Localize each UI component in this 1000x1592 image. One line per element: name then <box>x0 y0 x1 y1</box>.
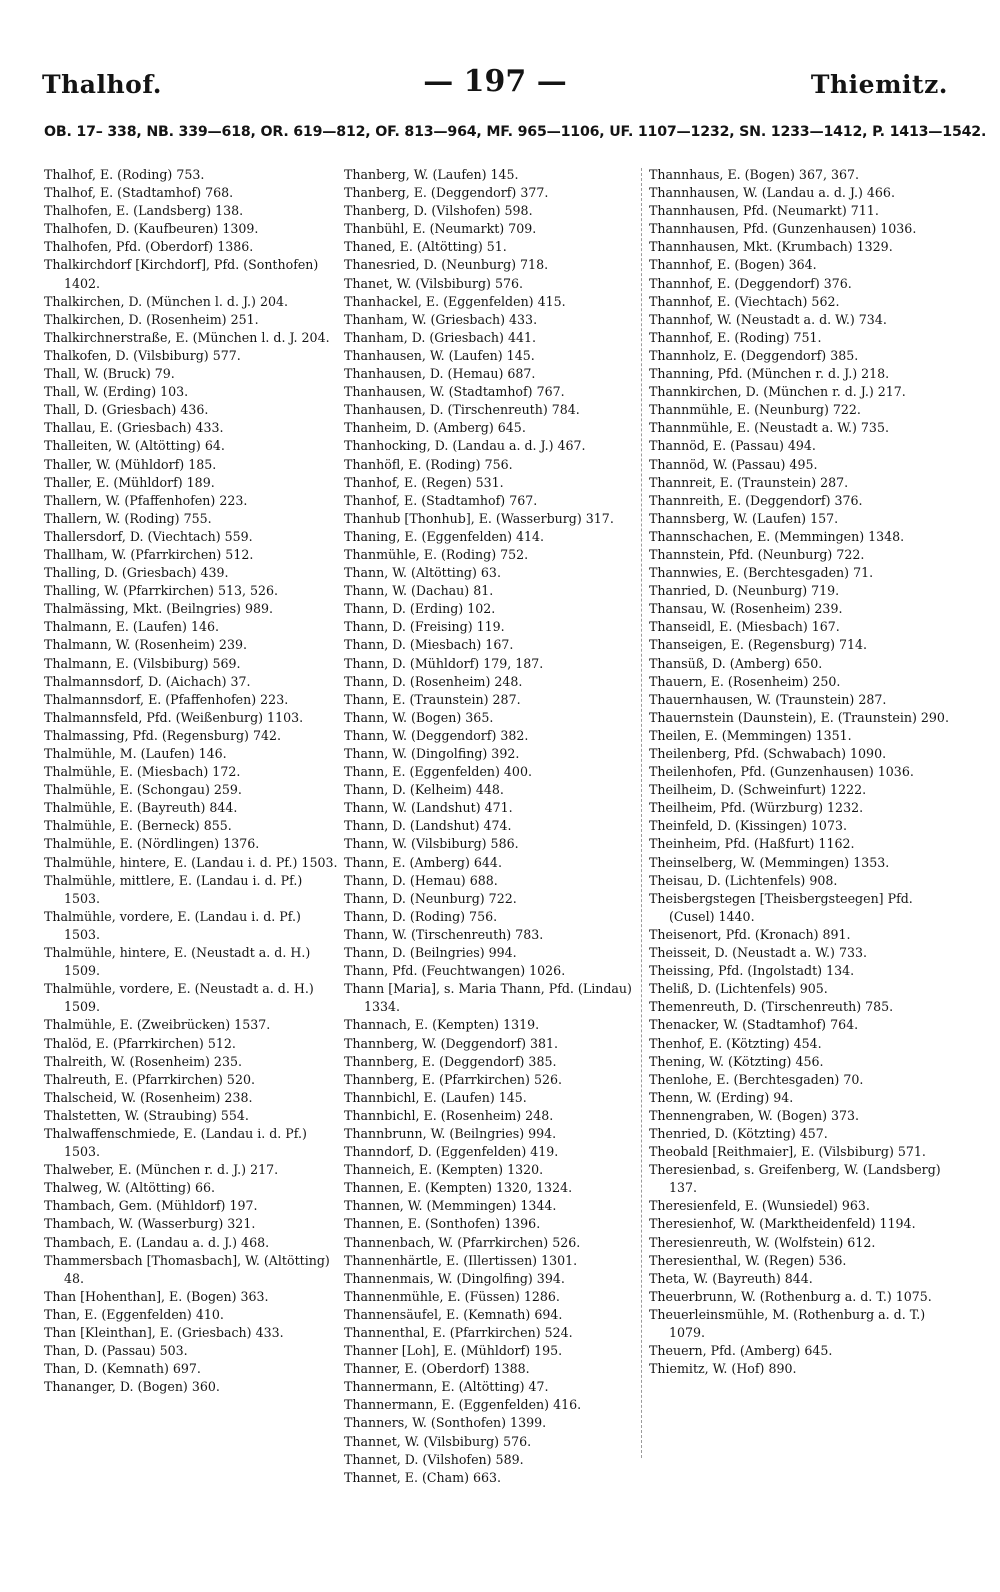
index-entry: Thannet, D. (Vilshofen) 589. <box>344 1451 524 1467</box>
index-entry: Thalhofen, D. (Kaufbeuren) 1309. <box>44 221 259 237</box>
index-entry: Thannbichl, E. (Rosenheim) 248. <box>344 1107 554 1123</box>
index-entry: Thaller, W. (Mühldorf) 185. <box>44 456 217 472</box>
index-entry: Thaller, E. (Mühldorf) 189. <box>44 474 215 490</box>
index-entry: Theuerleinsmühle, M. (Rothenburg a. d. T.) 1079. <box>649 1306 926 1340</box>
index-entry: Thalreuth, E. (Pfarrkirchen) 520. <box>44 1071 255 1087</box>
index-entry: Theuern, Pfd. (Amberg) 645. <box>649 1343 833 1359</box>
index-entry: Than, E. (Eggenfelden) 410. <box>44 1306 224 1322</box>
index-entry: Thalscheid, W. (Rosenheim) 238. <box>44 1089 253 1105</box>
index-entry: Thanhub [Thonhub], E. (Wasserburg) 317. <box>344 510 614 526</box>
index-entry: Thalmann, E. (Laufen) 146. <box>44 619 220 635</box>
index-entry: Thambach, Gem. (Mühldorf) 197. <box>44 1198 258 1214</box>
index-entry: Thening, W. (Kötzting) 456. <box>649 1053 824 1069</box>
index-entry: Theresienfeld, E. (Wunsiedel) 963. <box>649 1198 870 1214</box>
index-entry: Thanbühl, E. (Neumarkt) 709. <box>344 221 537 237</box>
index-entry: Thannkirchen, D. (München r. d. J.) 217. <box>649 384 906 400</box>
index-entry: Thann, W. (Vilsbiburg) 586. <box>344 836 519 852</box>
index-entry: Thannet, W. (Vilsbiburg) 576. <box>344 1433 532 1449</box>
index-entry: Thanberg, E. (Deggendorf) 377. <box>344 185 549 201</box>
index-entry: Thannreit, E. (Traunstein) 287. <box>649 474 849 490</box>
index-entry: Thalmassing, Pfd. (Regensburg) 742. <box>44 727 281 743</box>
index-entry: Thenn, W. (Erding) 94. <box>649 1089 794 1105</box>
index-entry: Thannsberg, W. (Laufen) 157. <box>649 510 839 526</box>
index-entry: Thannenhärtle, E. (Illertissen) 1301. <box>344 1252 578 1268</box>
index-entry: Theobald [Reithmaier], E. (Vilsbiburg) 571. <box>649 1144 926 1160</box>
index-entry: Theinheim, Pfd. (Haßfurt) 1162. <box>649 836 855 852</box>
index-entry: Thannhausen, Mkt. (Krumbach) 1329. <box>649 239 893 255</box>
index-entry: Thann, E. (Amberg) 644. <box>344 854 502 870</box>
column-3 <box>649 166 952 1378</box>
index-entry: Theisenort, Pfd. (Kronach) 891. <box>649 926 851 942</box>
index-entry: Thannhausen, Pfd. (Neumarkt) 711. <box>649 203 879 219</box>
index-entry: Thalling, D. (Griesbach) 439. <box>44 565 229 581</box>
header-last-entry: Thiemitz. <box>810 70 948 99</box>
index-entry: Thannöd, W. (Passau) 495. <box>649 456 818 472</box>
index-entry: Thann, W. (Tirschenreuth) 783. <box>344 926 544 942</box>
index-entry: Thann, Pfd. (Feuchtwangen) 1026. <box>344 963 566 979</box>
index-entry: Thammersbach [Thomasbach], W. (Altötting) 48. <box>44 1252 330 1286</box>
index-entry: Thanhausen, D. (Tirschenreuth) 784. <box>344 402 580 418</box>
index-entry: Thanmühle, E. (Roding) 752. <box>344 546 529 562</box>
index-entry: Thaning, E. (Eggenfelden) 414. <box>344 528 545 544</box>
index-entry: Thanhof, E. (Stadtamhof) 767. <box>344 492 538 508</box>
index-entry: Thanner [Loh], E. (Mühldorf) 195. <box>344 1343 563 1359</box>
column-2 <box>344 166 642 1487</box>
index-entry: Thannenthal, E. (Pfarrkirchen) 524. <box>344 1325 573 1340</box>
index-entry: Thannen, W. (Memmingen) 1344. <box>344 1198 557 1214</box>
index-entry: Thalmühle, E. (Miesbach) 172. <box>44 764 241 780</box>
index-entry: Thann, W. (Bogen) 365. <box>344 709 494 725</box>
index-entry: Thannhof, W. (Neustadt a. d. W.) 734. <box>649 311 887 327</box>
index-entry: Thalmannsdorf, E. (Pfaffenhofen) 223. <box>44 691 289 707</box>
index-entry: Theilenberg, Pfd. (Schwabach) 1090. <box>649 746 887 761</box>
index-entry: Than, D. (Kemnath) 697. <box>44 1361 201 1377</box>
index-entry: Theinfeld, D. (Kissingen) 1073. <box>649 818 847 834</box>
index-entry: Thanhof, E. (Regen) 531. <box>344 474 504 490</box>
index-entry: Theilheim, Pfd. (Würzburg) 1232. <box>649 800 864 816</box>
index-entry: Thalstetten, W. (Straubing) 554. <box>44 1107 249 1123</box>
index-entry: Thann, D. (Mühldorf) 179, 187. <box>344 655 544 671</box>
district-code-ranges: OB. 17– 338, NB. 339—618, OR. 619—812, OF. 813—964, MF. 965—1106, UF. 1107—1232, SN. 1233—1412, P. 1413—1542. <box>44 124 987 140</box>
index-entry: Thannhof, E. (Bogen) 364. <box>649 257 817 273</box>
index-entry: Thannwies, E. (Berchtesgaden) 71. <box>649 565 874 581</box>
index-entry: Thannhof, E. (Deggendorf) 376. <box>649 275 852 291</box>
index-entry: Thannberg, W. (Deggendorf) 381. <box>344 1035 559 1051</box>
index-entry: Thann, D. (Erding) 102. <box>344 601 496 617</box>
index-entry: Thalmühle, mittlere, E. (Landau i. d. Pf.) 1503. <box>44 872 303 906</box>
index-entry: Thalleiten, W. (Altötting) 64. <box>44 438 225 454</box>
index-entry: Thaned, E. (Altötting) 51. <box>344 239 507 255</box>
index-entry: Theissing, Pfd. (Ingolstadt) 134. <box>649 963 855 979</box>
index-entry: Thannet, E. (Cham) 663. <box>344 1469 502 1485</box>
index-entry: Thalmann, W. (Rosenheim) 239. <box>44 637 247 653</box>
index-entry: Theliß, D. (Lichtenfels) 905. <box>649 981 828 997</box>
index-entry: Thann, D. (Beilngries) 994. <box>344 945 517 961</box>
index-entry: Thannen, E. (Sonthofen) 1396. <box>344 1216 541 1232</box>
index-entry: Thannöd, E. (Passau) 494. <box>649 438 816 454</box>
column-divider <box>641 168 642 1458</box>
index-entry: Thannholz, E. (Deggendorf) 385. <box>649 347 859 363</box>
index-entry: Thauern, E. (Rosenheim) 250. <box>649 673 841 689</box>
index-entry: Thallern, W. (Roding) 755. <box>44 510 212 526</box>
index-entry: Thann, W. (Altötting) 63. <box>344 565 501 581</box>
index-entry: Thanhausen, W. (Stadtamhof) 767. <box>344 384 565 400</box>
index-entry: Thalweg, W. (Altötting) 66. <box>44 1180 216 1196</box>
index-entry: Thann, E. (Traunstein) 287. <box>344 691 521 707</box>
column-1 <box>44 166 340 1396</box>
index-entry: Thalmühle, hintere, E. (Landau i. d. Pf.) 1503. <box>44 854 338 870</box>
index-entry: Theisbergstegen [Theisbergsteegen] Pfd. (Cusel) 1440. <box>649 890 913 924</box>
index-entry: Thannenmühle, E. (Füssen) 1286. <box>344 1288 560 1304</box>
index-entry: Thannschachen, E. (Memmingen) 1348. <box>649 528 905 544</box>
index-entry: Thanham, D. (Griesbach) 441. <box>344 329 536 345</box>
index-entry: Thalmässing, Mkt. (Beilngries) 989. <box>44 601 273 617</box>
index-entry: Thalmannsdorf, D. (Aichach) 37. <box>44 673 251 689</box>
index-entry: Thannhof, E. (Viechtach) 562. <box>649 293 840 309</box>
header-first-entry: Thalhof. <box>42 70 162 99</box>
index-entry: Thalhof, E. (Roding) 753. <box>44 167 205 182</box>
index-entry: Thann, W. (Dachau) 81. <box>344 583 494 599</box>
index-entry: Theilheim, D. (Schweinfurt) 1222. <box>649 782 867 798</box>
index-entry: Than [Kleinthan], E. (Griesbach) 433. <box>44 1325 284 1340</box>
index-entry: Thannhof, E. (Roding) 751. <box>649 329 822 345</box>
index-entry: Thanhöfl, E. (Roding) 756. <box>344 456 513 472</box>
index-entry: Thanner, E. (Oberdorf) 1388. <box>344 1361 530 1377</box>
index-entry: Thalkirchen, D. (München l. d. J.) 204. <box>44 293 289 309</box>
index-entry: Thenhof, E. (Kötzting) 454. <box>649 1035 822 1051</box>
index-entry: Thanhausen, D. (Hemau) 687. <box>344 366 536 382</box>
index-entry: Thannenmais, W. (Dingolfing) 394. <box>344 1270 565 1286</box>
index-entry: Thannermann, E. (Altötting) 47. <box>344 1379 549 1395</box>
index-entry: Thallern, W. (Pfaffenhofen) 223. <box>44 492 248 508</box>
index-entry: Theresienbad, s. Greifenberg, W. (Landsberg) 137. <box>649 1162 941 1196</box>
index-entry: Thambach, W. (Wasserburg) 321. <box>44 1216 256 1232</box>
index-entry: Thalweber, E. (München r. d. J.) 217. <box>44 1162 279 1178</box>
index-entry: Thalmannsfeld, Pfd. (Weißenburg) 1103. <box>44 709 304 725</box>
index-entry: Theuerbrunn, W. (Rothenburg a. d. T.) 1075. <box>649 1288 932 1304</box>
index-entry: Thannach, E. (Kempten) 1319. <box>344 1017 540 1033</box>
index-entry: Thannen, E. (Kempten) 1320, 1324. <box>344 1180 573 1196</box>
page-header <box>42 64 948 112</box>
index-entry: Thann, D. (Freising) 119. <box>344 619 505 635</box>
index-entry: Thalmühle, vordere, E. (Landau i. d. Pf.) 1503. <box>44 908 301 942</box>
index-entry: Theresienhof, W. (Marktheidenfeld) 1194. <box>649 1216 916 1232</box>
index-entry: Themenreuth, D. (Tirschenreuth) 785. <box>649 999 894 1015</box>
index-entry: Thalmann, E. (Vilsbiburg) 569. <box>44 655 241 671</box>
index-entry: Thall, W. (Bruck) 79. <box>44 366 175 382</box>
index-entry: Thanried, D. (Neunburg) 719. <box>649 583 840 599</box>
index-entry: Thann, D. (Roding) 756. <box>344 908 498 924</box>
index-entry: Thenacker, W. (Stadtamhof) 764. <box>649 1017 859 1033</box>
index-entry: Thannensäufel, E. (Kemnath) 694. <box>344 1306 563 1322</box>
index-entry: Thann, W. (Deggendorf) 382. <box>344 727 529 743</box>
index-entry: Thann [Maria], s. Maria Thann, Pfd. (Lindau) 1334. <box>344 981 632 1015</box>
index-entry: Thauernhausen, W. (Traunstein) 287. <box>649 691 887 707</box>
index-entry: Thannenbach, W. (Pfarrkirchen) 526. <box>344 1234 581 1250</box>
index-entry: Than, D. (Passau) 503. <box>44 1343 188 1359</box>
index-entry: Thalmühle, vordere, E. (Neustadt a. d. H.) 1509. <box>44 981 314 1015</box>
index-entry: Thenlohe, E. (Berchtesgaden) 70. <box>649 1071 864 1087</box>
index-entry: Thanning, Pfd. (München r. d. J.) 218. <box>649 366 890 382</box>
index-entry: Thalreith, W. (Rosenheim) 235. <box>44 1053 242 1069</box>
index-entry: Thall, W. (Erding) 103. <box>44 384 189 400</box>
index-entry: Thalling, W. (Pfarrkirchen) 513, 526. <box>44 583 279 599</box>
index-entry: Thanhackel, E. (Eggenfelden) 415. <box>344 293 566 309</box>
index-entry: Thann, D. (Landshut) 474. <box>344 818 512 834</box>
index-entry: Thanhausen, W. (Laufen) 145. <box>344 347 535 363</box>
index-entry: Thalhofen, E. (Landsberg) 138. <box>44 203 244 219</box>
page-number: — 197 — <box>423 64 567 99</box>
index-entry: Theresienthal, W. (Regen) 536. <box>649 1252 847 1268</box>
index-entry: Thannermann, E. (Eggenfelden) 416. <box>344 1397 582 1413</box>
index-entry: Thiemitz, W. (Hof) 890. <box>649 1361 797 1377</box>
index-entry: Thansüß, D. (Amberg) 650. <box>649 655 823 671</box>
index-entry: Thann, D. (Hemau) 688. <box>344 872 498 888</box>
index-entry: Thannberg, E. (Deggendorf) 385. <box>344 1053 557 1069</box>
index-entry: Thauernstein (Daunstein), E. (Traunstein) 290. <box>649 709 949 725</box>
index-entry: Thanners, W. (Sonthofen) 1399. <box>344 1415 547 1431</box>
index-entry: Thalmühle, M. (Laufen) 146. <box>44 746 227 761</box>
index-entry: Thanberg, D. (Vilshofen) 598. <box>344 203 533 219</box>
index-entry: Thalmühle, E. (Berneck) 855. <box>44 818 232 834</box>
index-entry: Thannstein, Pfd. (Neunburg) 722. <box>649 546 865 562</box>
index-entry: Thann, W. (Landshut) 471. <box>344 800 513 816</box>
index-entry: Than [Hohenthan], E. (Bogen) 363. <box>44 1288 269 1304</box>
index-entry: Thanseidl, E. (Miesbach) 167. <box>649 619 840 635</box>
index-entry: Thannmühle, E. (Neunburg) 722. <box>649 402 861 418</box>
index-entry: Thall, D. (Griesbach) 436. <box>44 402 209 418</box>
index-entry: Thanhocking, D. (Landau a. d. J.) 467. <box>344 438 586 454</box>
index-entry: Thennengraben, W. (Bogen) 373. <box>649 1107 860 1123</box>
index-entry: Thallham, W. (Pfarrkirchen) 512. <box>44 546 254 562</box>
index-entry: Thalhof, E. (Stadtamhof) 768. <box>44 185 234 201</box>
index-entry: Thalhofen, Pfd. (Oberdorf) 1386. <box>44 239 254 255</box>
index-entry: Thannreith, E. (Deggendorf) 376. <box>649 492 863 508</box>
index-entry: Thann, W. (Dingolfing) 392. <box>344 746 520 761</box>
index-entry: Thanham, W. (Griesbach) 433. <box>344 311 538 327</box>
index-entry: Thannberg, E. (Pfarrkirchen) 526. <box>344 1071 563 1087</box>
index-entry: Thann, D. (Rosenheim) 248. <box>344 673 523 689</box>
index-entry: Thanheim, D. (Amberg) 645. <box>344 420 526 436</box>
index-entry: Theinselberg, W. (Memmingen) 1353. <box>649 854 890 870</box>
index-entry: Thalmühle, E. (Nördlingen) 1376. <box>44 836 260 852</box>
index-entry: Theilen, E. (Memmingen) 1351. <box>649 727 852 743</box>
index-entry: Thalwaffenschmiede, E. (Landau i. d. Pf.) 1503. <box>44 1125 307 1160</box>
index-entry: Thalmühle, E. (Bayreuth) 844. <box>44 800 238 816</box>
index-entry: Thann, D. (Kelheim) 448. <box>344 782 504 798</box>
index-entry: Thanseigen, E. (Regensburg) 714. <box>649 637 868 653</box>
index-entry: Thanet, W. (Vilsbiburg) 576. <box>344 275 524 291</box>
index-entry: Thanneich, E. (Kempten) 1320. <box>344 1162 544 1178</box>
index-entry: Thann, D. (Neunburg) 722. <box>344 890 517 906</box>
index-entry: Theilenhofen, Pfd. (Gunzenhausen) 1036. <box>649 764 914 780</box>
index-entry: Theta, W. (Bayreuth) 844. <box>649 1270 813 1286</box>
index-entry: Thann, D. (Miesbach) 167. <box>344 637 514 653</box>
index-entry: Thanesried, D. (Neunburg) 718. <box>344 257 549 273</box>
index-entry: Thannmühle, E. (Neustadt a. W.) 735. <box>649 420 889 436</box>
index-entry: Thannhaus, E. (Bogen) 367, 367. <box>649 167 860 182</box>
index-entry: Thalöd, E. (Pfarrkirchen) 512. <box>44 1035 236 1051</box>
index-entry: Theisau, D. (Lichtenfels) 908. <box>649 872 838 888</box>
index-entry: Theisseit, D. (Neustadt a. W.) 733. <box>649 945 867 961</box>
index-entry: Thannhausen, W. (Landau a. d. J.) 466. <box>649 185 895 201</box>
index-entry: Thambach, E. (Landau a. d. J.) 468. <box>44 1234 270 1250</box>
index-entry: Thalkirchdorf [Kirchdorf], Pfd. (Sonthofen) 1402. <box>44 257 319 291</box>
index-entry: Theresienreuth, W. (Wolfstein) 612. <box>649 1234 876 1250</box>
index-entry: Thannbrunn, W. (Beilngries) 994. <box>344 1125 557 1141</box>
index-entry: Thalmühle, E. (Zweibrücken) 1537. <box>44 1017 271 1033</box>
index-entry: Thanndorf, D. (Eggenfelden) 419. <box>344 1144 559 1160</box>
index-entry: Thenried, D. (Kötzting) 457. <box>649 1125 828 1141</box>
index-entry: Thannbichl, E. (Laufen) 145. <box>344 1089 527 1105</box>
index-entry: Thann, E. (Eggenfelden) 400. <box>344 764 532 780</box>
index-entry: Thalmühle, hintere, E. (Neustadt a. d. H.) 1509. <box>44 945 311 979</box>
index-entry: Thalkofen, D. (Vilsbiburg) 577. <box>44 347 241 363</box>
index-entry: Thalkirchnerstraße, E. (München l. d. J. 204. <box>44 329 330 345</box>
index-entry: Thannhausen, Pfd. (Gunzenhausen) 1036. <box>649 221 917 237</box>
index-entry: Thalkirchen, D. (Rosenheim) 251. <box>44 311 259 327</box>
index-entry: Thallersdorf, D. (Viechtach) 559. <box>44 528 253 544</box>
index-entry: Thansau, W. (Rosenheim) 239. <box>649 601 843 617</box>
index-entry: Thallau, E. (Griesbach) 433. <box>44 420 224 436</box>
index-entry: Thananger, D. (Bogen) 360. <box>44 1379 220 1395</box>
index-entry: Thalmühle, E. (Schongau) 259. <box>44 782 242 798</box>
index-entry: Thanberg, W. (Laufen) 145. <box>344 167 519 182</box>
